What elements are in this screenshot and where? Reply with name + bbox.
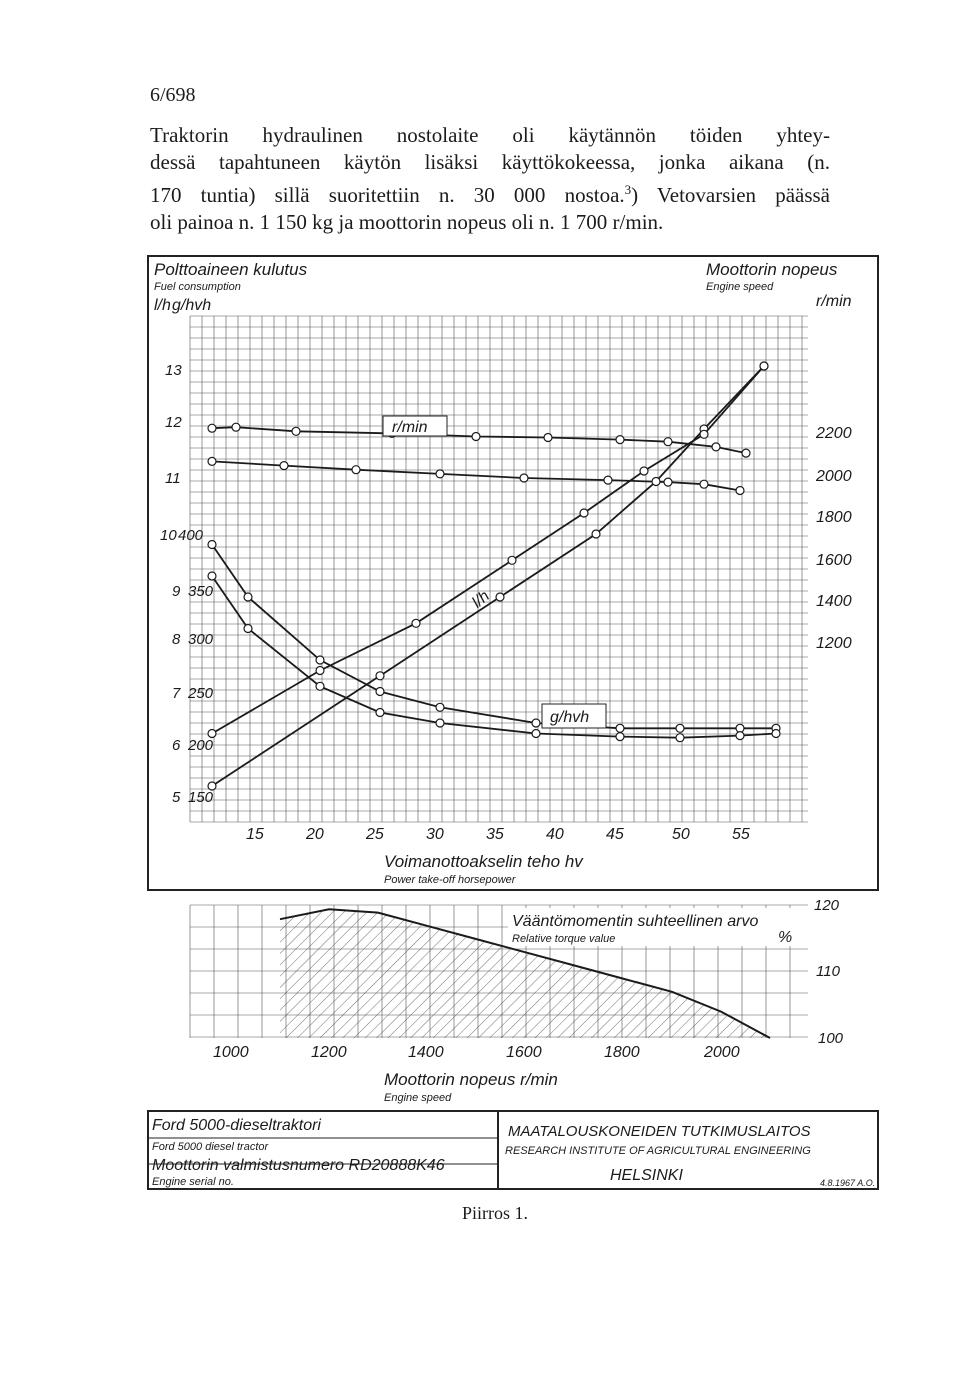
data-point xyxy=(280,462,288,470)
tick-lh-13: 13 xyxy=(165,362,182,379)
data-point xyxy=(508,556,516,564)
tick-ghvh-300: 300 xyxy=(188,631,214,648)
left-axis-title-en: Fuel consumption xyxy=(154,281,241,293)
data-point xyxy=(208,541,216,549)
torque-tick-1000: 1000 xyxy=(213,1044,249,1061)
tick-lh-6: 6 xyxy=(172,737,181,754)
footer-institute-fi: MAATALOUSKONEIDEN TUTKIMUSLAITOS xyxy=(508,1123,811,1140)
tick-rpm-1200: 1200 xyxy=(816,635,852,652)
footer-institute-en: RESEARCH INSTITUTE OF AGRICULTURAL ENGINEERING xyxy=(505,1145,811,1157)
paragraph-line: dessä tapahtuneen käytön lisäksi käyttökokeessa, jonka aikana (n. xyxy=(150,150,830,174)
paragraph-line: Traktorin hydraulinen nostolaite oli käytännön töiden yhtey- xyxy=(150,123,830,147)
right-axis-title-en: Engine speed xyxy=(706,281,774,293)
tick-x-50: 50 xyxy=(672,826,690,843)
torque-tick-1200: 1200 xyxy=(311,1044,347,1061)
x-tick-labels xyxy=(246,826,750,843)
tick-lh-7: 7 xyxy=(172,685,181,702)
right-tick-labels xyxy=(815,425,852,652)
torque-x-tick-labels xyxy=(213,1044,740,1061)
left-units-lh: l/h xyxy=(154,297,171,314)
data-point xyxy=(616,724,624,732)
right-units: r/min xyxy=(816,293,852,310)
data-point xyxy=(520,474,528,482)
torque-x-title: Moottorin nopeus r/min xyxy=(384,1070,558,1089)
data-point xyxy=(700,480,708,488)
tick-rpm-1800: 1800 xyxy=(816,509,852,526)
data-point xyxy=(736,487,744,495)
data-point xyxy=(604,476,612,484)
tick-x-20: 20 xyxy=(306,826,324,843)
data-point xyxy=(316,667,324,675)
data-point xyxy=(544,434,552,442)
data-point xyxy=(472,433,480,441)
torque-tick-1400: 1400 xyxy=(408,1044,444,1061)
torque-tick-1600: 1600 xyxy=(506,1044,542,1061)
data-point xyxy=(664,478,672,486)
tick-ghvh-150: 150 xyxy=(188,789,214,806)
tick-x-30: 30 xyxy=(426,826,444,843)
data-point xyxy=(712,443,720,451)
data-point xyxy=(772,730,780,738)
data-point xyxy=(412,619,420,627)
tick-x-25: 25 xyxy=(366,826,384,843)
tick-x-45: 45 xyxy=(606,826,624,843)
left-units-ghvh: g/hvh xyxy=(172,297,212,314)
footnote-ref: 3 xyxy=(624,182,632,197)
footer-tractor-en: Ford 5000 diesel tractor xyxy=(152,1141,269,1153)
data-point xyxy=(652,478,660,486)
data-point xyxy=(532,719,540,727)
footer-city: HELSINKI xyxy=(610,1167,683,1184)
tick-ghvh-250: 250 xyxy=(188,685,214,702)
tick-x-15: 15 xyxy=(246,826,264,843)
tick-lh-11: 11 xyxy=(165,470,181,487)
tick-x-35: 35 xyxy=(486,826,504,843)
data-point xyxy=(580,509,588,517)
tick-lh-10: 10 xyxy=(160,527,177,544)
left-axis-title: Polttoaineen kulutus xyxy=(154,260,308,279)
torque-tick-110: 110 xyxy=(816,963,840,980)
data-point xyxy=(760,362,768,370)
tick-ghvh-200: 200 xyxy=(188,737,214,754)
left-tick-labels xyxy=(160,362,214,806)
torque-unit: % xyxy=(778,929,793,946)
figure-caption: Piirros 1. xyxy=(462,1203,529,1223)
data-point xyxy=(592,530,600,538)
data-point xyxy=(736,732,744,740)
tick-lh-5: 5 xyxy=(172,789,181,806)
data-point xyxy=(208,572,216,580)
page-number: 6/698 xyxy=(150,84,196,106)
data-point xyxy=(436,703,444,711)
data-point xyxy=(292,427,300,435)
torque-title-en: Relative torque value xyxy=(512,933,616,945)
data-point xyxy=(676,734,684,742)
data-point xyxy=(376,688,384,696)
torque-title: Vääntömomentin suhteellinen arvo xyxy=(512,913,759,930)
data-point xyxy=(244,625,252,633)
paragraph-fragment: ) Vetovarsien päässä xyxy=(631,183,831,207)
series-line-4 xyxy=(212,366,764,734)
footer-serial-en: Engine serial no. xyxy=(152,1176,234,1188)
data-point xyxy=(664,438,672,446)
paragraph-line: oli painoa n. 1 150 kg ja moottorin nopeus oli n. 1 700 r/min. xyxy=(150,210,664,234)
right-axis-title: Moottorin nopeus xyxy=(706,260,838,279)
data-point xyxy=(208,424,216,432)
x-axis-title-en: Power take-off horsepower xyxy=(384,874,516,886)
tick-lh-8: 8 xyxy=(172,631,181,648)
curve-label-lh: l/h xyxy=(469,587,494,612)
tick-lh-9: 9 xyxy=(172,583,181,600)
footer-date: 4.8.1967 A.O. xyxy=(820,1178,876,1188)
data-point xyxy=(616,436,624,444)
tick-x-40: 40 xyxy=(546,826,564,843)
data-point xyxy=(640,467,648,475)
torque-tick-120: 120 xyxy=(814,897,840,914)
torque-tick-2000: 2000 xyxy=(704,1044,740,1061)
data-point xyxy=(376,709,384,717)
torque-tick-1800: 1800 xyxy=(604,1044,640,1061)
data-point xyxy=(436,470,444,478)
tick-rpm-1400: 1400 xyxy=(816,593,852,610)
data-point xyxy=(616,733,624,741)
torque-x-title-en: Engine speed xyxy=(384,1092,452,1104)
data-point xyxy=(436,719,444,727)
paragraph-fragment: 170 tuntia) sillä suoritettiin n. 30 000 nostoa. xyxy=(150,183,625,207)
tick-rpm-2000: 2000 xyxy=(816,468,852,485)
curve-label-rmin: r/min xyxy=(392,419,428,436)
data-point xyxy=(352,466,360,474)
data-point xyxy=(700,430,708,438)
tick-rpm-1600: 1600 xyxy=(816,552,852,569)
figure-frame xyxy=(148,256,878,890)
data-point xyxy=(232,423,240,431)
x-axis-title: Voimanottoakselin teho hv xyxy=(384,852,583,871)
data-point xyxy=(496,593,504,601)
tick-ghvh-400: 400 xyxy=(178,527,204,544)
data-point xyxy=(532,730,540,738)
data-point xyxy=(244,593,252,601)
tick-lh-12: 12 xyxy=(165,414,182,431)
data-point xyxy=(376,672,384,680)
tick-ghvh-350: 350 xyxy=(188,583,214,600)
footer-serial-fi: Moottorin valmistusnumero RD20888K46 xyxy=(152,1157,445,1174)
data-point xyxy=(676,724,684,732)
tick-rpm-2200: 2200 xyxy=(816,425,852,442)
torque-tick-100: 100 xyxy=(818,1030,844,1047)
data-point xyxy=(742,449,750,457)
tick-x-55: 55 xyxy=(732,826,750,843)
footer-tractor-fi: Ford 5000-dieseltraktori xyxy=(152,1117,321,1134)
data-point xyxy=(316,682,324,690)
data-point xyxy=(208,457,216,465)
data-point xyxy=(316,656,324,664)
curve-label-ghvh: g/hvh xyxy=(550,709,590,726)
